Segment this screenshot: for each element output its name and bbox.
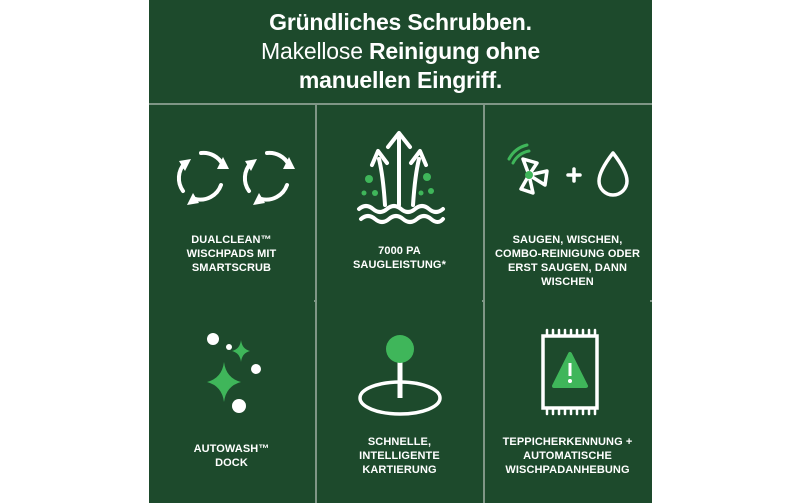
feature-cleaning-modes — [485, 105, 650, 302]
caption-line: WISCHEN — [541, 276, 594, 288]
headline-line-2-bold: Reinigung ohne — [368, 38, 540, 64]
caption-line: SCHNELLE, — [367, 436, 432, 448]
map-pin-icon — [317, 302, 482, 422]
carpet-warning-icon — [485, 302, 650, 422]
caption-line: TEPPICHERKENNUNG + — [502, 436, 633, 448]
caption-line: SMARTSCRUB — [191, 262, 272, 274]
sparkles-bubbles-icon — [149, 302, 314, 422]
feature-mapping — [317, 302, 482, 499]
rotating-pads-icon — [149, 105, 314, 225]
caption-line: 7000 PA — [378, 245, 421, 257]
feature-dualclean — [149, 105, 314, 302]
caption-line: SAUGLEISTUNG* — [353, 259, 446, 271]
caption-line: AUTOWASH™ — [193, 443, 270, 455]
caption-dualclean — [149, 233, 314, 275]
caption-carpet-detection — [485, 435, 650, 477]
feature-autowash — [149, 302, 314, 499]
caption-autowash — [149, 442, 314, 470]
feature-carpet-detection — [485, 302, 650, 499]
caption-line: AUTOMATISCHE — [523, 450, 612, 462]
headline — [149, 0, 652, 103]
caption-line: KARTIERUNG — [362, 464, 437, 476]
headline-line-1: Gründliches Schrubben. — [269, 9, 532, 35]
headline-line-2-thin: Makellose — [261, 38, 369, 64]
caption-line: COMBO-REINIGUNG ODER — [495, 248, 640, 260]
caption-cleaning-modes — [485, 233, 650, 289]
caption-line: SAUGEN, WISCHEN, — [512, 234, 623, 246]
caption-line: WISCHPADS MIT — [186, 248, 277, 260]
suction-power-icon — [317, 105, 482, 225]
caption-line: INTELLIGENTE — [359, 450, 440, 462]
fan-plus-drop-icon — [485, 105, 650, 225]
feature-suction — [317, 105, 482, 302]
headline-line-2 — [149, 37, 652, 66]
caption-suction — [317, 244, 482, 272]
caption-line: DUALCLEAN™ — [191, 234, 272, 246]
caption-mapping — [317, 435, 482, 477]
feature-panel — [149, 0, 652, 503]
headline-line-3: manuellen Eingriff. — [298, 67, 503, 93]
caption-line: ERST SAUGEN, DANN — [507, 262, 628, 274]
caption-line: DOCK — [215, 457, 248, 469]
caption-line: WISCHPADANHEBUNG — [505, 464, 630, 476]
